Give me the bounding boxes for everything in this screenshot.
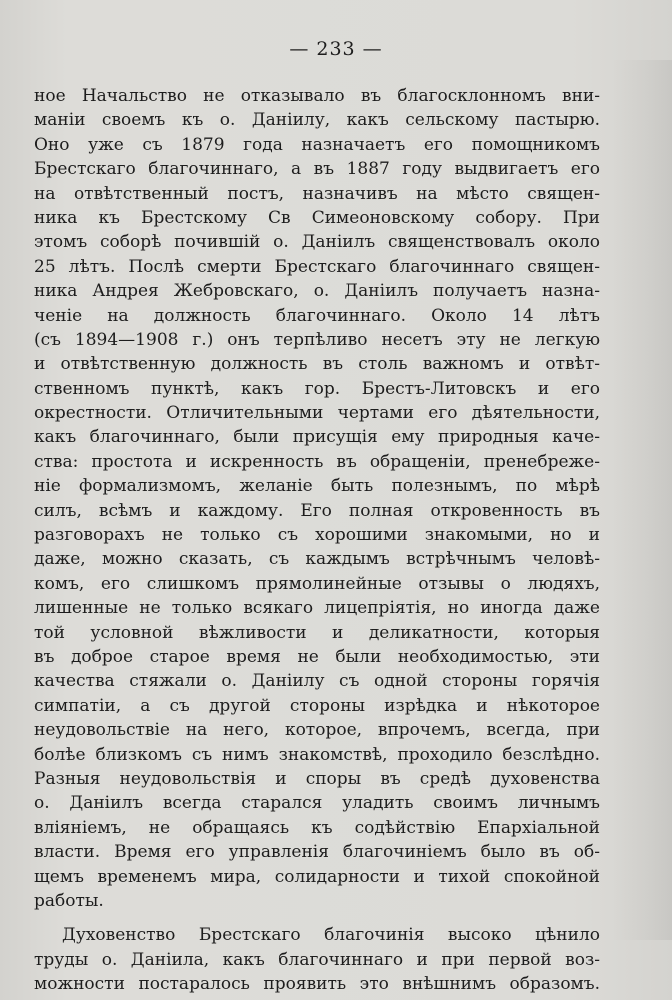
text-line: Разныя неудовольствія и споры въ средѣ духовенства [34, 768, 600, 789]
text-line: (съ 1894—1908 г.) онъ терпѣливо несетъ эту не легкую [34, 329, 600, 350]
text-line: силъ, всѣмъ и каждому. Его полная откровенность въ [34, 500, 600, 521]
text-line: той условной вѣжливости и деликатности, которыя [34, 622, 600, 643]
text-line: даже, можно сказать, съ каждымъ встрѣчнымъ человѣ- [34, 549, 600, 570]
text-line: ственномъ пунктѣ, какъ гор. Брестъ-Литовскъ и его [34, 378, 600, 399]
text-line: ніе формализмомъ, желаніе быть полезнымъ, по мѣрѣ [34, 476, 600, 497]
text-line: ника Андрея Жебровскаго, о. Даніилъ получаетъ назна- [34, 281, 600, 302]
page-number: — 233 — [289, 38, 383, 60]
paragraph-gap [34, 913, 600, 923]
text-line: щемъ временемъ мира, солидарности и тихой спокойной [34, 866, 600, 887]
text-line: какъ благочиннаго, были присущія ему природныя каче- [34, 427, 600, 448]
text-line: окрестности. Отличительными чертами его дѣятельности, [34, 403, 600, 424]
text-line: 25 лѣтъ. Послѣ смерти Брестскаго благочиннаго священ- [34, 256, 600, 277]
text-line: ченіе на должность благочиннаго. Около 14 лѣтъ [34, 305, 600, 326]
text-line: о. Даніилъ всегда старался уладить своимъ личнымъ [34, 793, 600, 814]
text-line: неудовольствіе на него, которое, впрочемъ, всегда, при [34, 720, 600, 741]
text-line: работы. [34, 890, 104, 911]
text-line: ника къ Брестскому Св Симеоновскому собору. При [34, 207, 600, 228]
text-line: власти. Время его управленія благочиніемъ было въ об- [34, 842, 600, 863]
text-line: въ доброе старое время не были необходимостью, эти [34, 646, 600, 667]
text-line: ное Начальство не отказывало въ благосклонномъ вни- [34, 86, 600, 106]
text-line: труды о. Даніила, какъ благочиннаго и при первой воз- [34, 949, 600, 970]
body-text [34, 84, 600, 996]
text-line: качества стяжали о. Даніилу съ одной стороны горячія [34, 671, 600, 692]
text-line: Оно уже съ 1879 года назначаетъ его помощникомъ [34, 134, 600, 155]
paragraph-1 [34, 84, 600, 913]
text-line: ства: простота и искренность въ обращеніи, пренебреже- [34, 451, 600, 472]
text-line: и отвѣтственную должность въ столь важномъ и отвѣт- [34, 354, 600, 375]
text-line: маніи своемъ къ о. Даніилу, какъ сельскому пастырю. [34, 110, 600, 131]
text-line: комъ, его слишкомъ прямолинейные отзывы о людяхъ, [34, 573, 600, 594]
text-line: болѣе близкомъ съ нимъ знакомствѣ, проходило безслѣдно. [34, 744, 600, 765]
text-line: Духовенство Брестскаго благочинія высоко цѣнило [62, 925, 600, 946]
text-line: Брестскаго благочиннаго, а въ 1887 году выдвигаетъ его [34, 159, 600, 180]
paragraph-2 [34, 923, 600, 996]
text-line: лишенные не только всякаго лицепріятія, но иногда даже [34, 598, 600, 619]
text-line: разговорахъ не только съ хорошими знакомыми, но и [34, 525, 600, 546]
text-line: симпатіи, а съ другой стороны изрѣдка и нѣкоторое [34, 695, 600, 716]
text-line: этомъ соборѣ почившій о. Даніилъ священствовалъ около [34, 232, 600, 253]
text-line: можности постаралось проявить это внѣшнимъ образомъ. [34, 974, 600, 995]
text-line: вліяніемъ, не обращаясь къ содѣйствію Епархіальной [34, 817, 600, 838]
page-shadow [612, 60, 672, 940]
text-line: на отвѣтственный постъ, назначивъ на мѣсто священ- [34, 183, 600, 204]
